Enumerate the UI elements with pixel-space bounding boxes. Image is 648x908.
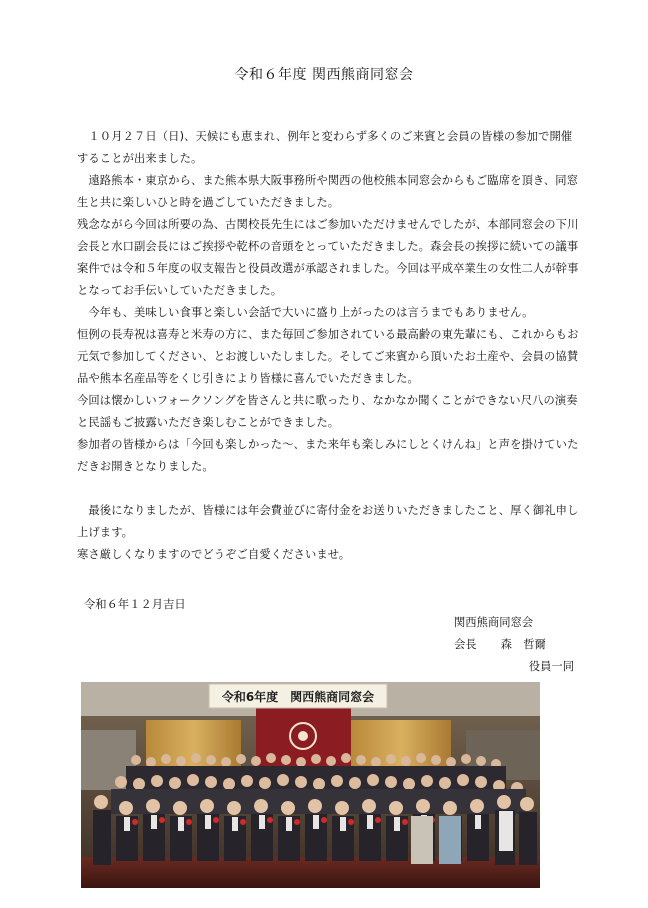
closing-2: 寒さ厳しくなりますのでどうぞご自愛くださいませ。 — [77, 548, 351, 561]
letter-date: 令和６年１２月吉日 — [84, 598, 186, 611]
paragraph-1: １０月２７日（日)、天候にも恵まれ、例年と変わらず多くのご来賓と会員の皆様の参加で開催することが出来ました。 — [77, 130, 573, 165]
letter-body — [77, 126, 582, 566]
signature-president — [454, 634, 574, 656]
signature-staff: 役員一同 — [528, 660, 574, 673]
page-title: 令和６年度 関西熊商同窓会 — [234, 67, 414, 83]
paragraph-2: 遠路熊本・東京から、また熊本県大阪事務所や関西の他校熊本同窓会からもご臨席を頂き、同窓生と共に楽しいひと時を過ごしていただきました。 — [77, 174, 579, 209]
paragraph-4: 今年も、美味しい食事と楽しい会話で大いに盛り上がったのは言うまでもありません。 — [77, 306, 534, 319]
signature-org: 関西熊商同窓会 — [454, 616, 534, 629]
photo-banner-text: 令和6年度 関西熊商同窓会 — [221, 690, 375, 704]
signature-block — [454, 612, 574, 678]
group-photo — [81, 682, 540, 888]
closing-1: 最後になりましたが、皆様には年会費並びに寄付金をお送りいただきましたこと、厚く御礼申し上げます。 — [77, 504, 579, 539]
president-name: 森 哲爾 — [500, 638, 546, 651]
president-title: 会長 — [454, 638, 477, 651]
paragraph-5: 恒例の長寿祝は喜寿と米寿の方に、また毎回ご参加されている最高齢の東先輩にも、これからもお元気で参加してください、とお渡しいたしました。そしてご来賓から頂いたお土産や、会員の協賛品や熊本名産品等をくじ引きにより皆様に喜んでいただきました。 — [77, 328, 579, 385]
paragraph-3: 残念ながら今回は所要の為、古関校長先生にはご参加いただけませんでしたが、本部同窓会の下川会長と水口副会長にはご挨拶や乾杯の音頭をとっていただきました。森会長の挨拶に続いての議事案件では令和５年度の収支報告と役員改選が承認されました。今回は平成卒業生の女性二人が幹事となってお手伝いしていただきました。 — [77, 218, 579, 297]
paragraph-6: 今回は懐かしいフォークソングを皆さんと共に歌ったり、なかなか聞くことができない尺八の演奏と民謡もご披露いただき楽しむことができました。 — [77, 394, 578, 429]
paragraph-7: 参加者の皆様からは「今回も楽しかった～、また来年も楽しみにしとくけんね」と声を掛けていただきお開きとなりました。 — [77, 438, 579, 473]
